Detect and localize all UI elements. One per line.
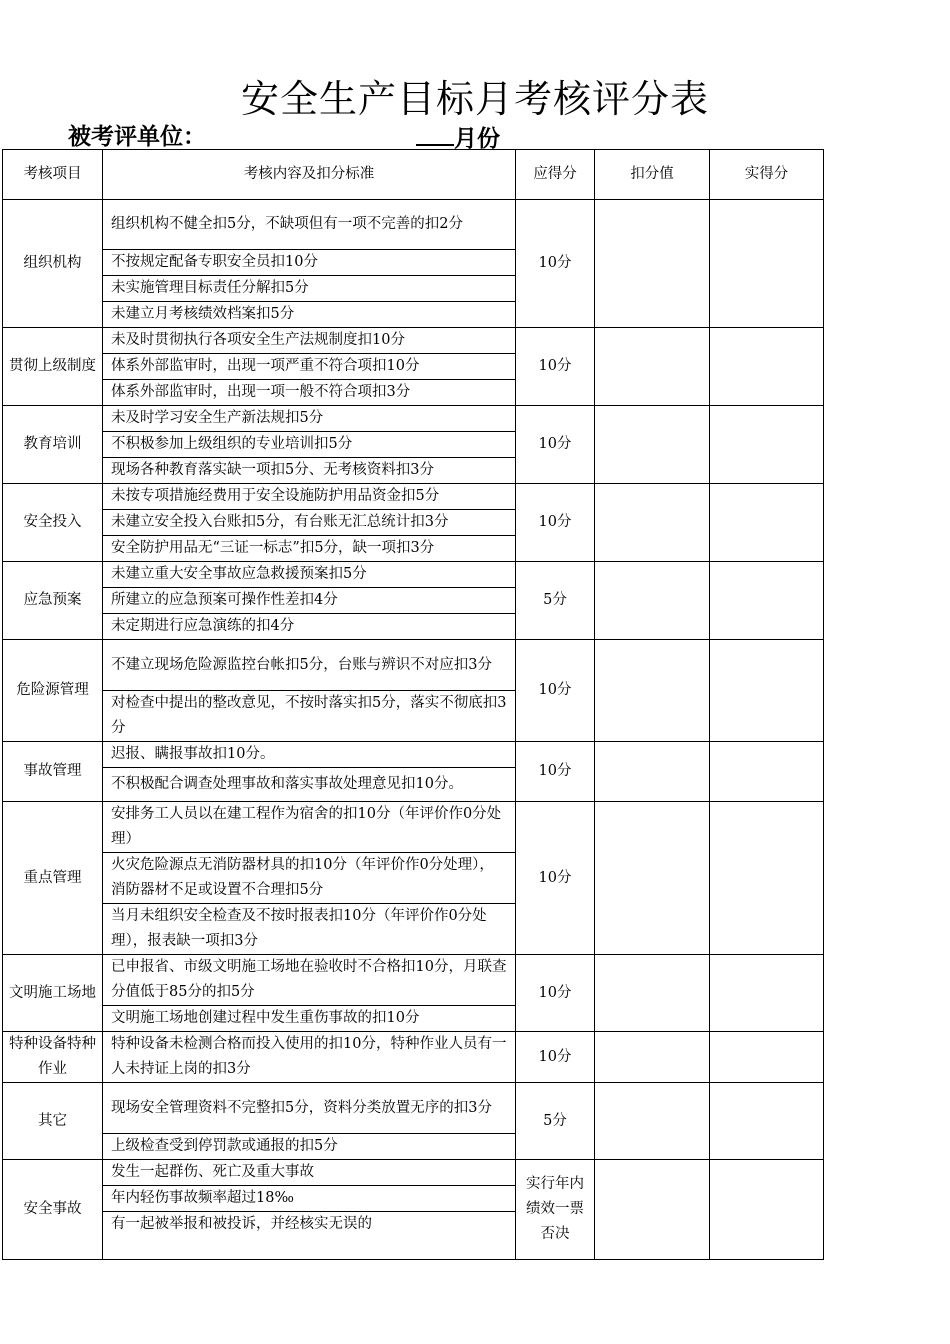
actual-score-cell[interactable] xyxy=(710,955,824,1032)
criteria-cell: 不积极配合调查处理事故和落实事故处理意见扣10分。 xyxy=(103,768,516,802)
table-row xyxy=(3,1160,824,1186)
actual-score-cell[interactable] xyxy=(710,1032,824,1083)
category-cell: 应急预案 xyxy=(3,562,103,640)
full-score-cell: 10分 xyxy=(516,200,595,328)
criteria-cell: 未建立月考核绩效档案扣5分 xyxy=(103,302,516,328)
criteria-cell: 所建立的应急预案可操作性差扣4分 xyxy=(103,588,516,614)
criteria-cell: 未实施管理目标责任分解扣5分 xyxy=(103,276,516,302)
full-score-cell: 5分 xyxy=(516,1083,595,1160)
table-row xyxy=(3,406,824,432)
actual-score-cell[interactable] xyxy=(710,328,824,406)
unit-label: 被考评单位： xyxy=(68,123,206,150)
category-cell: 危险源管理 xyxy=(3,640,103,742)
deduction-cell[interactable] xyxy=(595,1032,710,1083)
deduction-cell[interactable] xyxy=(595,200,710,328)
category-cell: 教育培训 xyxy=(3,406,103,484)
page-title: 安全生产目标月考核评分表 xyxy=(240,77,709,121)
deduction-cell[interactable] xyxy=(595,1160,710,1260)
deduction-cell[interactable] xyxy=(595,955,710,1032)
deduction-cell[interactable] xyxy=(595,742,710,802)
criteria-cell: 不积极参加上级组织的专业培训扣5分 xyxy=(103,432,516,458)
table-row xyxy=(3,802,824,853)
category-cell: 其它 xyxy=(3,1083,103,1160)
deduction-cell[interactable] xyxy=(595,562,710,640)
actual-score-cell[interactable] xyxy=(710,562,824,640)
criteria-cell: 年内轻伤事故频率超过18‰ xyxy=(103,1186,516,1212)
deduction-cell[interactable] xyxy=(595,1083,710,1160)
full-score-cell: 10分 xyxy=(516,328,595,406)
table-row xyxy=(3,562,824,588)
criteria-cell: 有一起被举报和被投诉，并经核实无误的 xyxy=(103,1212,516,1260)
category-cell: 重点管理 xyxy=(3,802,103,955)
table-row xyxy=(3,1032,824,1083)
full-score-cell: 实行年内绩效一票否决 xyxy=(516,1160,595,1260)
score-table xyxy=(2,149,824,1260)
deduction-cell[interactable] xyxy=(595,328,710,406)
month-label: 月份 xyxy=(454,125,500,152)
deduction-cell[interactable] xyxy=(595,640,710,742)
category-cell: 组织机构 xyxy=(3,200,103,328)
deduction-cell[interactable] xyxy=(595,802,710,955)
header-actual-score: 实得分 xyxy=(710,150,824,200)
criteria-cell: 对检查中提出的整改意见，不按时落实扣5分，落实不彻底扣3分 xyxy=(103,691,516,742)
category-cell: 文明施工场地 xyxy=(3,955,103,1032)
criteria-cell: 迟报、瞒报事故扣10分。 xyxy=(103,742,516,768)
header-deduction: 扣分值 xyxy=(595,150,710,200)
header-row xyxy=(3,150,824,200)
category-cell: 安全事故 xyxy=(3,1160,103,1260)
criteria-cell: 组织机构不健全扣5分，不缺项但有一项不完善的扣2分 xyxy=(103,200,516,250)
criteria-cell: 现场安全管理资料不完整扣5分，资料分类放置无序的扣3分 xyxy=(103,1083,516,1134)
criteria-cell: 不按规定配备专职安全员扣10分 xyxy=(103,250,516,276)
criteria-cell: 上级检查受到停罚款或通报的扣5分 xyxy=(103,1134,516,1160)
full-score-cell: 10分 xyxy=(516,406,595,484)
criteria-cell: 特种设备未检测合格而投入使用的扣10分，特种作业人员有一人未持证上岗的扣3分 xyxy=(103,1032,516,1083)
deduction-cell[interactable] xyxy=(595,484,710,562)
actual-score-cell[interactable] xyxy=(710,640,824,742)
actual-score-cell[interactable] xyxy=(710,484,824,562)
actual-score-cell[interactable] xyxy=(710,802,824,955)
criteria-cell: 现场各种教育落实缺一项扣5分、无考核资料扣3分 xyxy=(103,458,516,484)
full-score-cell: 5分 xyxy=(516,562,595,640)
table-row xyxy=(3,640,824,691)
criteria-cell: 未及时贯彻执行各项安全生产法规制度扣10分 xyxy=(103,328,516,354)
criteria-cell: 未按专项措施经费用于安全设施防护用品资金扣5分 xyxy=(103,484,516,510)
table-row xyxy=(3,328,824,354)
full-score-cell: 10分 xyxy=(516,484,595,562)
table-row xyxy=(3,955,824,1006)
actual-score-cell[interactable] xyxy=(710,1083,824,1160)
table-row xyxy=(3,1083,824,1134)
full-score-cell: 10分 xyxy=(516,640,595,742)
header-category: 考核项目 xyxy=(3,150,103,200)
full-score-cell: 10分 xyxy=(516,742,595,802)
criteria-cell: 未及时学习安全生产新法规扣5分 xyxy=(103,406,516,432)
month-blank[interactable] xyxy=(416,122,454,146)
criteria-cell: 体系外部监审时，出现一项严重不符合项扣10分 xyxy=(103,354,516,380)
table-row xyxy=(3,200,824,250)
criteria-cell: 已申报省、市级文明施工场地在验收时不合格扣10分，月联查分值低于85分的扣5分 xyxy=(103,955,516,1006)
criteria-cell: 火灾危险源点无消防器材具的扣10分（年评价作0分处理），消防器材不足或设置不合理扣5分 xyxy=(103,853,516,904)
criteria-cell: 安全防护用品无“三证一标志”扣5分，缺一项扣3分 xyxy=(103,536,516,562)
criteria-cell: 未定期进行应急演练的扣4分 xyxy=(103,614,516,640)
full-score-cell: 10分 xyxy=(516,1032,595,1083)
category-cell: 贯彻上级制度 xyxy=(3,328,103,406)
actual-score-cell[interactable] xyxy=(710,742,824,802)
form-meta xyxy=(68,122,500,152)
criteria-cell: 体系外部监审时，出现一项一般不符合项扣3分 xyxy=(103,380,516,406)
actual-score-cell[interactable] xyxy=(710,1160,824,1260)
criteria-cell: 未建立安全投入台账扣5分，有台账无汇总统计扣3分 xyxy=(103,510,516,536)
category-cell: 事故管理 xyxy=(3,742,103,802)
category-cell: 特种设备特种作业 xyxy=(3,1032,103,1083)
actual-score-cell[interactable] xyxy=(710,406,824,484)
header-criteria: 考核内容及扣分标准 xyxy=(103,150,516,200)
criteria-cell: 当月未组织安全检查及不按时报表扣10分（年评价作0分处理），报表缺一项扣3分 xyxy=(103,904,516,955)
actual-score-cell[interactable] xyxy=(710,200,824,328)
full-score-cell: 10分 xyxy=(516,802,595,955)
criteria-cell: 文明施工场地创建过程中发生重伤事故的扣10分 xyxy=(103,1006,516,1032)
criteria-cell: 未建立重大安全事故应急救援预案扣5分 xyxy=(103,562,516,588)
category-cell: 安全投入 xyxy=(3,484,103,562)
criteria-cell: 发生一起群伤、死亡及重大事故 xyxy=(103,1160,516,1186)
deduction-cell[interactable] xyxy=(595,406,710,484)
header-full-score: 应得分 xyxy=(516,150,595,200)
criteria-cell: 安排务工人员以在建工程作为宿舍的扣10分（年评价作0分处理） xyxy=(103,802,516,853)
full-score-cell: 10分 xyxy=(516,955,595,1032)
criteria-cell: 不建立现场危险源监控台帐扣5分，台账与辨识不对应扣3分 xyxy=(103,640,516,691)
table-row xyxy=(3,742,824,768)
table-row xyxy=(3,484,824,510)
